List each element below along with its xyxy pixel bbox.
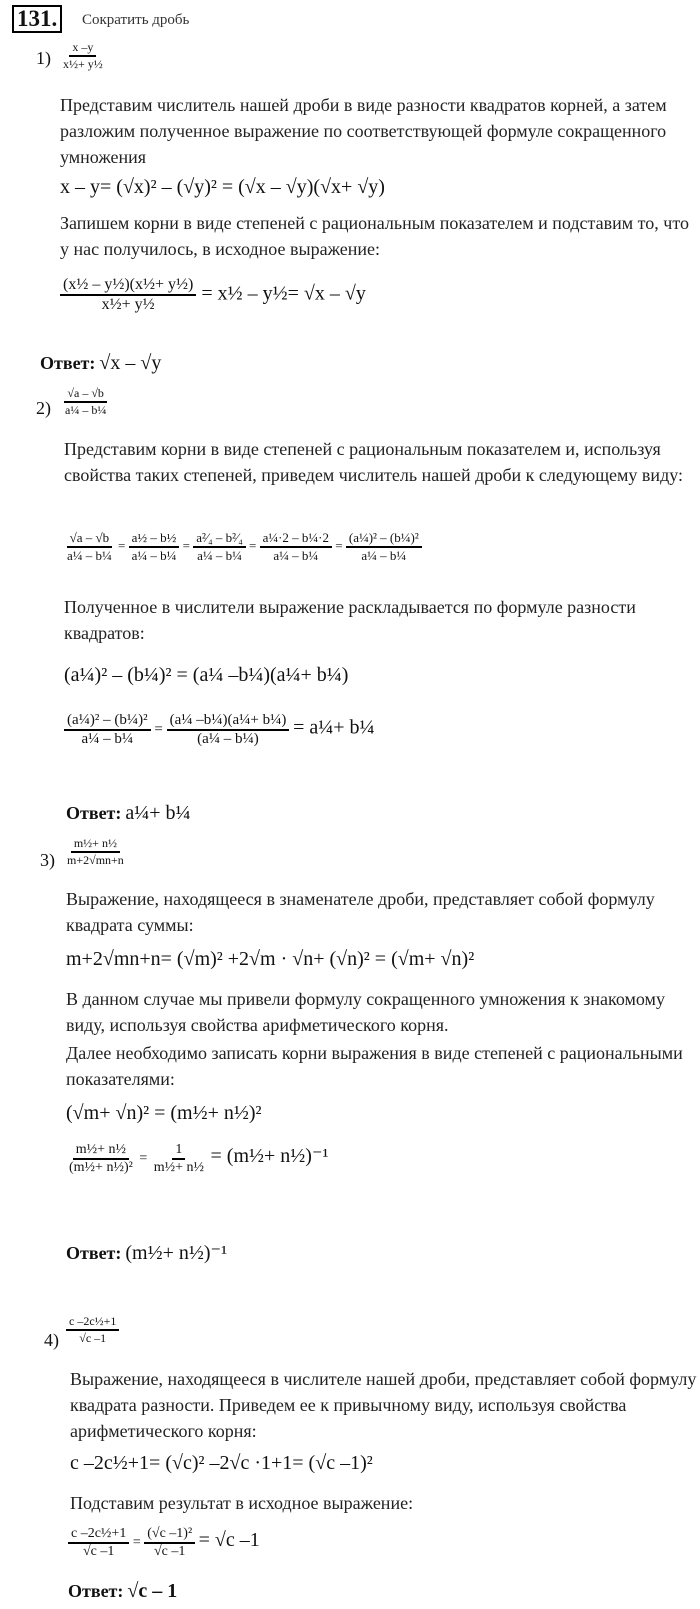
final-num-1: (a¼)² – (b¼)² — [64, 712, 151, 731]
task-title: Сократить дробь — [82, 12, 190, 28]
item-1-problem — [60, 40, 106, 72]
final-num-2: (a¼ –b¼)(a¼+ b¼) — [167, 712, 290, 731]
problem-3-denominator: m+2√mn+n — [67, 853, 124, 867]
problem-2-denominator: a¼ – b¼ — [65, 403, 107, 417]
eq-rhs: = √c –1 — [198, 1529, 260, 1552]
problem-4-denominator: √c –1 — [79, 1331, 107, 1345]
chain-0-den: a¼ – b¼ — [67, 548, 112, 563]
item-4-eq-1: c –2c½+1= (√c)² –2√c ·1+1= (√c –1)² — [70, 1452, 373, 1474]
item-2-problem — [62, 386, 109, 418]
item-2-chain: $\frac{√a - √b}{\text{a¼ – b¼}}$ = $\frac{\text{a½ – b½}}{\text{a¼ – b¼}}$ = $\frac{\text{a²⁄₄ – b²⁄₄}}{\text{a¼ – b¼}}$ = $\frac{\text{a¼·2 – b¼·2}}{\text{a¼ – b¼}}$ = $\frac{\text{(a¼)² – (b¼)²}}{\text{a¼ – b¼}}$ — [64, 530, 422, 564]
answer-value: √c – 1 — [127, 1580, 178, 1602]
final-den-1: a¼ – b¼ — [81, 731, 134, 747]
problem-1-denominator: x½+ y½ — [63, 57, 103, 71]
problem-3-numerator: m½+ n½ — [71, 836, 120, 853]
answer-value: a¼+ b¼ — [125, 802, 191, 824]
answer-label: Ответ: — [40, 353, 96, 373]
eq-den-1: √c –1 — [82, 1544, 115, 1559]
eq2-numerator: (x½ – y½)(x½+ y½) — [60, 276, 196, 296]
answer-value: (m½+ n½)⁻¹ — [125, 1242, 228, 1264]
eq3-den-1: (m½+ n½)² — [69, 1160, 133, 1175]
item-1-label: 1) — [36, 48, 51, 68]
item-3-para-2: В данном случае мы привели формулу сокращенного умножения к знакомому виду, используя свойства арифметического корня. — [66, 989, 665, 1035]
eq3-num-1: m½+ n½ — [73, 1142, 129, 1160]
item-4-answer — [68, 1580, 177, 1603]
item-4-para-1: Выражение, находящееся в числителе нашей дроби, представляет собой формулу квадрата разности. Приведем ее к привычному виду, используя свойства арифметического корня: — [70, 1369, 697, 1441]
eq-den-2: √c –1 — [153, 1544, 186, 1559]
item-2-answer — [66, 802, 191, 825]
item-2-label: 2) — [36, 398, 51, 418]
item-4-para-2: Подставим результат в исходное выражение: — [70, 1493, 414, 1513]
eq3-den-2: m½+ n½ — [153, 1160, 205, 1175]
eq3-num-2: 1 — [172, 1142, 185, 1160]
problem-2-numerator: √a – √b — [64, 386, 107, 403]
chain-1-num: a½ – b½ — [129, 530, 180, 548]
eq2-rhs: = x½ – y½= √x – √y — [201, 282, 366, 305]
item-2-para-1: Представим корни в виде степеней с рациональным показателем и, используя свойства таких степеней, приведем числитель нашей дроби к следующему виду: — [64, 439, 683, 485]
item-4-label: 4) — [44, 1330, 59, 1350]
item-3-para-3: Далее необходимо записать корни выражения в виде степеней с рациональными показателями: — [66, 1043, 683, 1089]
answer-label: Ответ: — [66, 803, 122, 823]
item-3-eq-2: (√m+ √n)² = (m½+ n½)² — [66, 1102, 262, 1124]
chain-4-num: (a¼)² – (b¼)² — [346, 530, 422, 548]
problem-4-numerator: c –2c½+1 — [66, 1314, 119, 1331]
item-2-eq-final: $\frac{\text{(a¼)² – (b¼)²}}{\text{a¼ – b¼}}$ = $\frac{\text{(a¼ –b¼)(a¼+ b¼)}}{\text{(a¼ – b¼)}}$ = a¼+ b¼ — [64, 712, 375, 748]
final-rhs: = a¼+ b¼ — [293, 716, 375, 739]
eq-num-2: (√c –1)² — [144, 1526, 195, 1544]
eq2-denominator: x½+ y½ — [101, 296, 155, 313]
item-1-answer — [40, 352, 161, 375]
item-3-para-1: Выражение, находящееся в знаменателе дроби, представляет собой формулу квадрата суммы: — [66, 889, 655, 935]
item-3-problem — [64, 836, 127, 868]
item-4-eq-2: $\frac{\text{c –2c½+1}}{√c -1}$ = $\frac{\text{(√c –1)²}}{√c -1}$ = √c –1 — [68, 1526, 260, 1560]
problem-1-numerator: x –y — [69, 40, 96, 57]
answer-label: Ответ: — [68, 1581, 124, 1601]
item-3-answer — [66, 1240, 227, 1265]
chain-3-num: a¼·2 – b¼·2 — [260, 530, 332, 548]
item-1-para-1: Представим числитель нашей дроби в виде разности квадратов корней, а затем разложим полученное выражение по соответствующей формуле сокращенного умножения — [60, 95, 667, 167]
chain-2-den: a¼ – b¼ — [197, 548, 242, 563]
chain-1-den: a¼ – b¼ — [131, 548, 177, 563]
eq3-rhs: = (m½+ n½)⁻¹ — [210, 1145, 329, 1168]
item-2-eq-factor: (a¼)² – (b¼)² = (a¼ –b¼)(a¼+ b¼) — [64, 664, 349, 686]
answer-value: √x – √y — [99, 352, 162, 374]
item-3-eq-1: m+2√mn+n= (√m)² +2√m · √n+ (√n)² = (√m+ √n)² — [66, 948, 475, 970]
item-2-para-2: Полученное в числители выражение раскладывается по формуле разности квадратов: — [64, 597, 636, 643]
item-3-label: 3) — [40, 850, 55, 870]
item-1-eq-2 — [60, 276, 366, 314]
eq-num-1: c –2c½+1 — [68, 1526, 129, 1544]
answer-label: Ответ: — [66, 1243, 122, 1263]
item-4-problem — [66, 1314, 119, 1346]
chain-3-den: a¼ – b¼ — [273, 548, 319, 563]
chain-4-den: a¼ – b¼ — [361, 548, 407, 563]
task-number: 131. — [12, 5, 62, 33]
item-3-eq-3: $\frac{\text{m½+ n½}}{\text{(m½+ n½)²}}$ = $\frac{1}{\text{m½+ n½}}$ = (m½+ n½)⁻¹ — [66, 1142, 329, 1176]
item-1-para-2: Запишем корни в виде степеней с рациональным показателем и подставим то, что у нас получилось, в исходное выражение: — [60, 213, 689, 259]
chain-0-num: √a – √b — [67, 530, 113, 548]
item-1-eq-1: x – y= (√x)² – (√y)² = (√x – √y)(√x+ √y) — [60, 176, 385, 198]
final-den-2: (a¼ – b¼) — [197, 731, 259, 747]
chain-2-num: a²⁄₄ – b²⁄₄ — [193, 530, 245, 548]
